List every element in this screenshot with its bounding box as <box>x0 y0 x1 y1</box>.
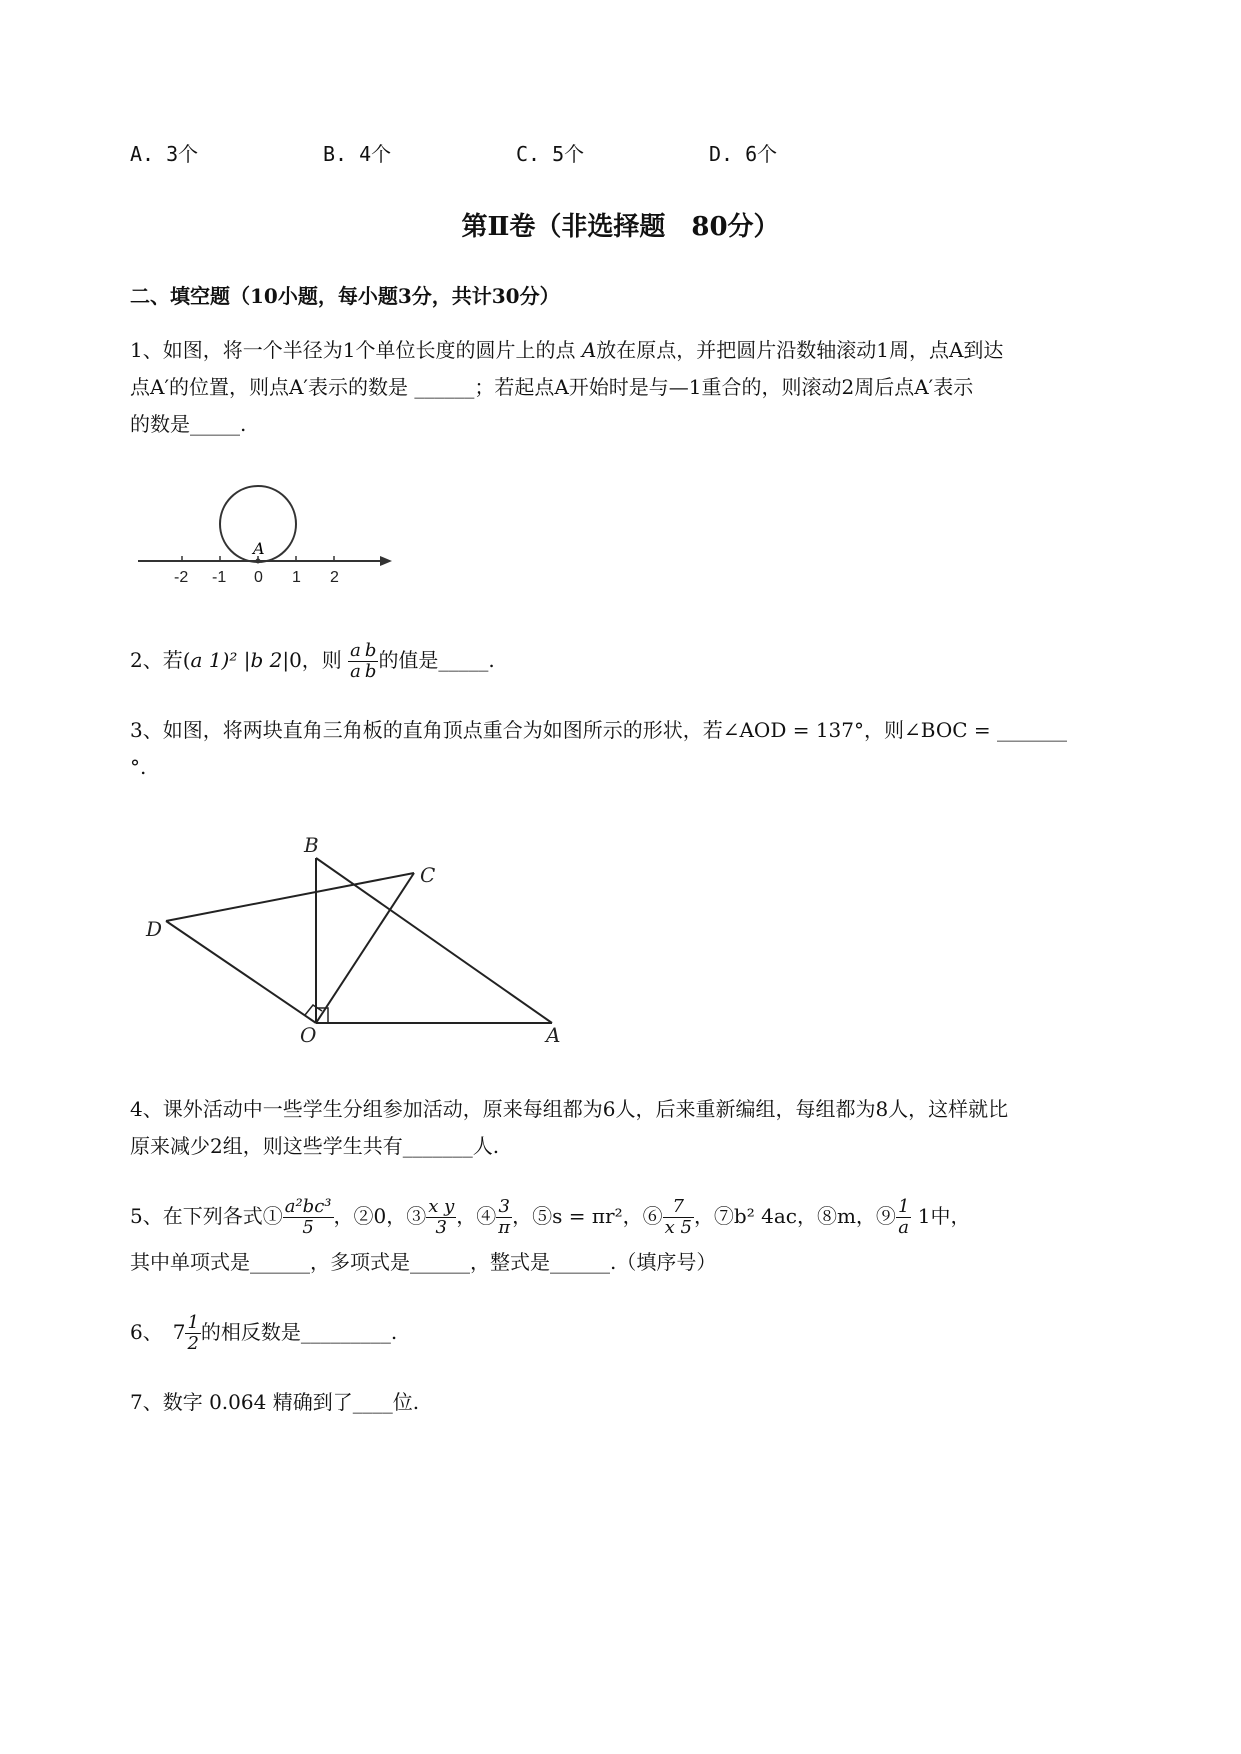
q1-line1 <box>130 330 1003 370</box>
q1-text-a: 1、如图，将一个半径为1个单位长度的圆片上的点 <box>130 338 582 362</box>
q5-seg9: 1中， <box>911 1204 971 1228</box>
point-a-label: A <box>253 539 265 558</box>
choice-d: D. 6个 <box>709 142 778 166</box>
q5-fraction-1: $\frac{\text{a²bc³}}{5}$ <box>284 1196 332 1238</box>
q2-post: 的值是_____. <box>378 648 495 672</box>
q1-text-b: A <box>581 338 597 362</box>
right-angle-mark-2 <box>305 1005 322 1015</box>
label-o: O <box>300 1023 317 1047</box>
q5-fraction-3: $\frac{\text{x y}}{3}$ <box>428 1196 455 1238</box>
q4-line2: 原来减少2组，则这些学生共有_______人. <box>130 1134 500 1158</box>
q2-fraction-b: $\frac{b}{b}$ <box>364 640 377 682</box>
q7-line: 7、数字 0.064 精确到了____位. <box>130 1390 420 1414</box>
q5-line2: 其中单项式是______，多项式是______，整式是______.（填序号） <box>130 1250 717 1274</box>
label-d: D <box>146 917 163 941</box>
choice-a: A. 3个 <box>130 142 199 166</box>
q2-pre: 2、若( <box>130 648 191 672</box>
q2-line <box>130 640 495 682</box>
q2-expr: a 1)² |b 2| <box>190 648 290 672</box>
q5-seg2: ，②0，③ <box>333 1204 427 1228</box>
q5-fraction-4: $\frac{3}{\pi}$ <box>498 1196 511 1238</box>
q1-text-c: 放在原点，并把圆片沿数轴滚动1周，点A到达 <box>596 338 1004 362</box>
q6-pre: 6、 7 <box>130 1320 186 1344</box>
q6-fraction: $\frac{1}{2}$ <box>187 1312 199 1354</box>
tick-label: 2 <box>330 569 339 586</box>
q3-line1: 3、如图，将两块直角三角板的直角顶点重合为如图所示的形状，若∠AOD = 137°，则∠BOC = _______ <box>130 718 1068 742</box>
choice-c: C. 5个 <box>516 142 585 166</box>
choice-b: B. 4个 <box>323 142 392 166</box>
section-title: 二、填空题（10小题，每小题3分，共计30分） <box>130 284 560 308</box>
q5-seg5: ，⑤s = πr²，⑥ <box>512 1204 663 1228</box>
q2-eq: 0，则 <box>289 648 342 672</box>
segment-od <box>166 921 316 1023</box>
choices-row <box>130 134 930 174</box>
label-a: A <box>546 1023 561 1047</box>
number-line-figure <box>130 478 410 593</box>
q2-fraction-a: $\frac{a}{a}$ <box>350 640 361 682</box>
tick-label: -2 <box>174 569 189 586</box>
label-c: C <box>420 863 436 887</box>
segment-dc <box>166 873 414 921</box>
q5-line1 <box>130 1196 970 1238</box>
q4-line1: 4、课外活动中一些学生分组参加活动，原来每组都为6人，后来重新编组，每组都为8人，这样就比 <box>130 1097 1009 1121</box>
q6-post: 的相反数是_________. <box>200 1320 398 1344</box>
q1-line2: 点A′的位置，则点A′表示的数是 ______；若起点A开始时是与—1重合的，则滚动2周后点A′表示 <box>130 375 974 399</box>
q1-line3: 的数是_____. <box>130 412 247 436</box>
q5-seg4: ，④ <box>456 1204 497 1228</box>
q5-fraction-6: $\frac{7}{x 5}$ <box>664 1196 692 1238</box>
part-title: 第Ⅱ卷（非选择题 80分） <box>461 212 780 242</box>
q5-pre: 5、在下列各式① <box>130 1204 283 1228</box>
triangles-figure <box>130 828 580 1048</box>
label-b: B <box>304 833 319 857</box>
q5-seg7: ，⑦b² 4ac，⑧m，⑨ <box>693 1204 896 1228</box>
q5-fraction-9: $\frac{1}{a}$ <box>897 1196 910 1238</box>
segment-oc <box>316 873 414 1023</box>
q3-line2: °. <box>130 755 147 779</box>
axis-arrow-icon <box>380 556 392 566</box>
tick-label: -1 <box>212 569 227 586</box>
tick-label: 0 <box>254 569 263 586</box>
tick-label: 1 <box>292 569 301 586</box>
q6-line <box>130 1312 397 1354</box>
